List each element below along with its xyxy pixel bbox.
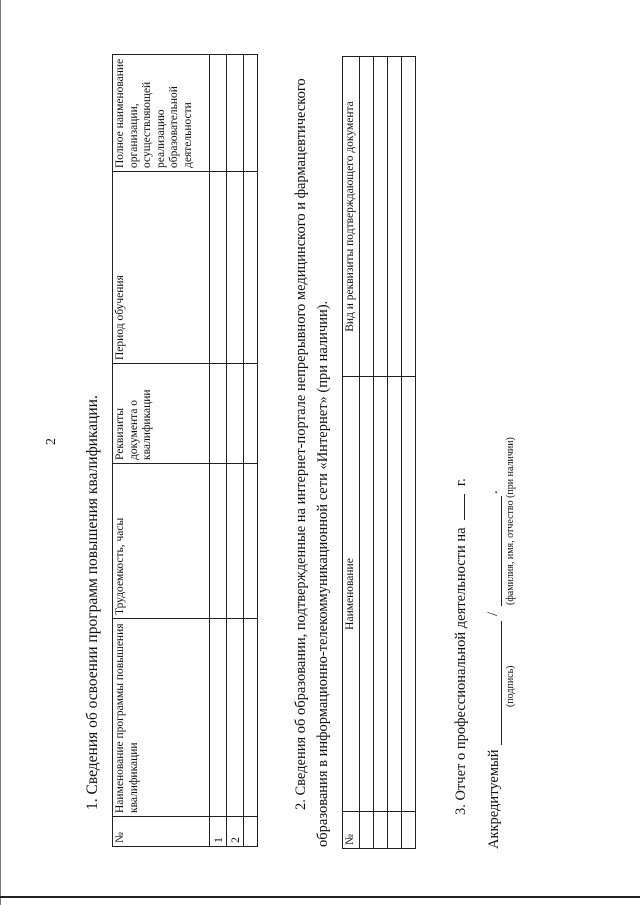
table-cell (359, 57, 373, 377)
table-row (373, 57, 387, 849)
section3-text (452, 478, 470, 815)
table-cell (373, 57, 387, 377)
table-cell (401, 57, 415, 377)
table-cell (244, 464, 258, 619)
page-number: 2 (44, 438, 59, 445)
col-header-number: № (113, 817, 210, 847)
section1-heading: 1. Сведения об освоении программ повышения квалификации. (84, 395, 101, 810)
section3-text-after: г. (453, 478, 469, 487)
signature-label: Аккредитуемый (486, 749, 502, 849)
table-cell (227, 172, 244, 364)
table-cell (227, 619, 244, 817)
table-row (244, 55, 258, 847)
row-number: 1 (210, 817, 227, 847)
table-cell (387, 57, 401, 377)
table-cell (401, 377, 415, 812)
name-line (501, 496, 502, 606)
col-header-hours: Трудоемкость, часы (113, 464, 210, 619)
table-row (359, 57, 373, 849)
signature-line (501, 621, 502, 745)
qualification-programs-table (112, 54, 258, 847)
table-cell (401, 812, 415, 849)
table-cell (387, 812, 401, 849)
table-row (210, 55, 227, 847)
col-header-number: № (343, 812, 360, 849)
table-cell (387, 377, 401, 812)
table-cell (227, 464, 244, 619)
signature-slash: / (485, 611, 501, 616)
table-row (387, 57, 401, 849)
col-header-name: Наименование (343, 377, 360, 812)
table-cell (210, 55, 227, 172)
row-number (244, 817, 258, 847)
table-cell (359, 812, 373, 849)
education-portal-table (342, 56, 416, 849)
table-cell (210, 464, 227, 619)
table-cell (373, 812, 387, 849)
table-cell (244, 619, 258, 817)
signature-period: . (485, 490, 501, 494)
section2-heading-line1: 2. Сведения об образовании, подтвержденные на интернет-портале непрерывного медицинского и фармацевтического (293, 78, 309, 810)
table-cell (244, 172, 258, 364)
table-cell (210, 364, 227, 464)
section2-heading-line2: образования в информационно-телекоммуникационной сети «Интернет» (при наличии). (315, 300, 331, 847)
table-cell (210, 619, 227, 817)
col-header-organization: Полное наименование организации, осуществляющей реализацию образовательной деятельности (113, 55, 210, 172)
col-header-program-name: Наименование программы повышения квалификации (113, 619, 210, 817)
years-blank (452, 494, 465, 520)
table-cell (227, 364, 244, 464)
table-header-row (113, 55, 210, 847)
col-header-document: Вид и реквизиты подтверждающего документа (343, 57, 360, 377)
table-cell (244, 364, 258, 464)
table-cell (210, 172, 227, 364)
table-header-row (343, 57, 360, 849)
table-cell (373, 377, 387, 812)
section3-text-before: 3. Отчет о профессиональной деятельности на (453, 527, 469, 815)
table-row (227, 55, 244, 847)
table-cell (244, 55, 258, 172)
table-row (401, 57, 415, 849)
signature-caption: (подпись) (505, 665, 516, 707)
table-cell (359, 377, 373, 812)
name-caption: (фамилия, имя, отчество (при наличии) (505, 437, 516, 605)
table-cell (227, 55, 244, 172)
row-number: 2 (227, 817, 244, 847)
col-header-qualification-document: Реквизиты документа о квалификации (113, 364, 210, 464)
col-header-study-period: Период обучения (113, 172, 210, 364)
